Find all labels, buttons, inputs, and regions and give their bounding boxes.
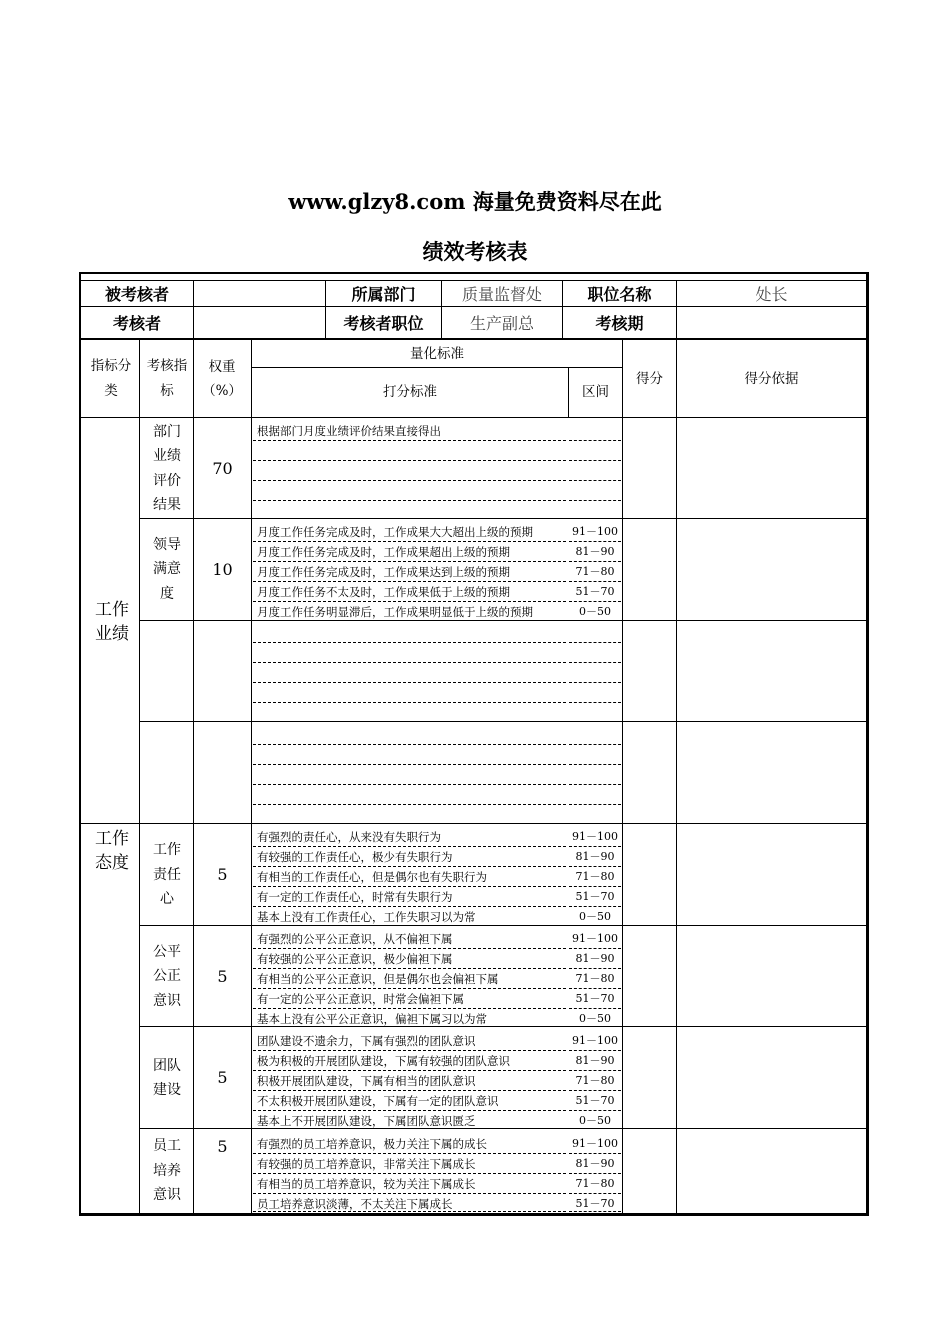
criteria-line: 积极开展团队建设，下属有相当的团队意识: [253, 1071, 566, 1091]
col-header-basis: 得分依据: [744, 370, 799, 387]
indicator-cell: 团队建设: [153, 1057, 181, 1098]
range-line: [569, 441, 621, 461]
col-header-category: 指标分类: [90, 358, 132, 399]
range-line: [569, 745, 621, 765]
category-work-attitude: 工作态度: [95, 829, 129, 873]
range-line: [569, 481, 621, 501]
criteria-line: 基本上不开展团队建设，下属团队意识匮乏: [257, 1114, 476, 1128]
range-line: [569, 663, 621, 683]
range-line: 81－90: [569, 847, 621, 867]
period-value[interactable]: [677, 307, 866, 338]
criteria-line: [253, 683, 566, 703]
weight-cell: 5: [217, 865, 228, 884]
range-line: [569, 785, 621, 805]
criteria-line: [253, 745, 566, 765]
range-line: 81－90: [569, 1154, 621, 1174]
criteria-line: [253, 765, 566, 785]
grid-col-line-category: [139, 340, 140, 1214]
criteria-line: 有较强的员工培养意识，非常关注下属成长: [253, 1154, 566, 1174]
criteria-line: 有相当的员工培养意识，较为关注下属成长: [253, 1174, 566, 1194]
criteria-line: 有较强的公平公正意识，极少偏袒下属: [253, 949, 566, 969]
criteria-line: 有相当的公平公正意识，但是偶尔也会偏袒下属: [253, 969, 566, 989]
examiner-label: 考核者: [112, 314, 161, 333]
range-line: [569, 765, 621, 785]
indicator-cell: [147, 621, 187, 720]
period-label: 考核期: [595, 314, 644, 333]
weight-cell: 5: [217, 1136, 228, 1156]
criteria-line: 有强烈的员工培养意识，极力关注下属的成长: [253, 1134, 566, 1154]
criteria-line: 有强烈的公平公正意识，从不偏袒下属: [253, 929, 566, 949]
range-line: 71－80: [569, 1174, 621, 1194]
range-line: 91－100: [569, 522, 621, 542]
criteria-line: 员工培养意识淡薄，不太关注下属成长: [253, 1194, 566, 1212]
criteria-line: [253, 785, 566, 805]
criteria-line: 根据部门月度业绩评价结果直接得出: [253, 421, 566, 441]
examiner-position-label: 考核者职位: [343, 314, 424, 333]
criteria-line: 有一定的工作责任心，时常有失职行为: [253, 887, 566, 907]
criteria-line: 有一定的公平公正意识，时常会偏袒下属: [253, 989, 566, 1009]
range-line: 0－50: [579, 1012, 611, 1025]
range-line: 51－70: [569, 887, 621, 907]
criteria-line: [253, 481, 566, 501]
range-line: 71－80: [569, 562, 621, 582]
row-separator: [193, 823, 866, 824]
col-header-quant: 量化标准: [410, 345, 464, 362]
criteria-line: 不太积极开展团队建设，下属有一定的团队意识: [253, 1091, 566, 1111]
range-line: 71－80: [569, 969, 621, 989]
criteria-line: [253, 623, 566, 643]
range-line: 91－100: [569, 1134, 621, 1154]
criteria-line: 团队建设不遗余力，下属有强烈的团队意识: [253, 1031, 566, 1051]
col-header-score: 得分: [636, 370, 663, 387]
criteria-line: [253, 461, 566, 481]
col-header-weight: 权重（%）: [202, 358, 242, 399]
criteria-line: 月度工作任务完成及时，工作成果达到上级的预期: [253, 562, 566, 582]
weight-cell: 5: [217, 1068, 228, 1087]
criteria-line: [253, 643, 566, 663]
criteria-line: 月度工作任务完成及时，工作成果大大超出上级的预期: [253, 522, 566, 542]
grid-col-line-score: [676, 340, 677, 1214]
criteria-line: 有相当的工作责任心，但是偶尔也有失职行为: [253, 867, 566, 887]
position-label: 职位名称: [587, 285, 652, 304]
criteria-line: [253, 663, 566, 683]
weight-cell: [194, 621, 251, 721]
criteria-line: [253, 441, 566, 461]
header-separator-line: [79, 338, 869, 340]
document-title: 绩效考核表: [422, 239, 528, 264]
range-line: 0－50: [579, 605, 611, 618]
col-header-range: 区间: [582, 384, 609, 400]
range-line: 91－100: [569, 1031, 621, 1051]
range-line: 71－80: [569, 1071, 621, 1091]
indicator-cell: 部门业绩评价结果: [153, 423, 181, 513]
examiner-value[interactable]: [194, 307, 325, 338]
category-work-performance: 工作业绩: [95, 600, 129, 644]
weight-cell: [194, 722, 251, 823]
criteria-line: [253, 725, 566, 745]
indicator-cell: 员工培养意识: [153, 1138, 181, 1204]
position-value[interactable]: 处长: [755, 285, 788, 304]
examiner-position-value[interactable]: 生产副总: [469, 314, 534, 333]
department-value[interactable]: 质量监督处: [461, 285, 542, 304]
grid-col-line-weight: [251, 340, 252, 1214]
col-header-indicator: 考核指标: [146, 358, 188, 399]
indicator-cell: 领导满意度: [153, 536, 181, 602]
range-line: 91－100: [569, 929, 621, 949]
range-line: [569, 683, 621, 703]
criteria-line: 月度工作任务完成及时，工作成果超出上级的预期: [253, 542, 566, 562]
range-line: 81－90: [569, 1051, 621, 1071]
range-line: 81－90: [569, 949, 621, 969]
range-line: 0－50: [579, 1114, 611, 1127]
range-line: [569, 725, 621, 745]
range-line: 51－70: [569, 989, 621, 1009]
range-line: 51－70: [569, 1194, 621, 1212]
criteria-line: 有强烈的责任心，从来没有失职行为: [253, 827, 566, 847]
department-label: 所属部门: [351, 285, 416, 304]
weight-cell: 70: [212, 458, 233, 478]
examinee-value[interactable]: [194, 281, 325, 306]
indicator-cell: 公平公正意识: [153, 943, 181, 1009]
criteria-line: 基本上没有工作责任心，工作失职习以为常: [257, 910, 476, 924]
indicator-cell: [147, 722, 187, 822]
criteria-line: 月度工作任务明显滞后，工作成果明显低于上级的预期: [257, 605, 533, 619]
range-line: [569, 421, 621, 441]
col-header-criteria: 打分标准: [383, 384, 437, 400]
weight-cell: 5: [217, 966, 228, 986]
criteria-line: 有较强的工作责任心，极少有失职行为: [253, 847, 566, 867]
category-group-divider: [81, 823, 193, 824]
indicator-cell: 工作责任心: [153, 842, 181, 908]
range-line: [569, 461, 621, 481]
criteria-line: 基本上没有公平公正意识，偏袒下属习以为常: [257, 1012, 487, 1026]
weight-cell: 10: [212, 560, 233, 579]
criteria-line: 极为积极的开展团队建设，下属有较强的团队意识: [253, 1051, 566, 1071]
range-line: [569, 643, 621, 663]
grid-col-line-range: [622, 340, 623, 1214]
row-separator: [139, 1128, 866, 1129]
examinee-label: 被考核者: [104, 285, 169, 304]
range-line: 0－50: [579, 910, 611, 923]
site-title: www.glzy8.com 海量免费资料尽在此: [288, 189, 662, 214]
range-line: 91－100: [569, 827, 621, 847]
range-line: 51－70: [569, 582, 621, 602]
range-line: 71－80: [569, 867, 621, 887]
range-line: 81－90: [569, 542, 621, 562]
range-line: 51－70: [569, 1091, 621, 1111]
criteria-line: 月度工作任务不太及时，工作成果低于上级的预期: [253, 582, 566, 602]
range-line: [569, 623, 621, 643]
